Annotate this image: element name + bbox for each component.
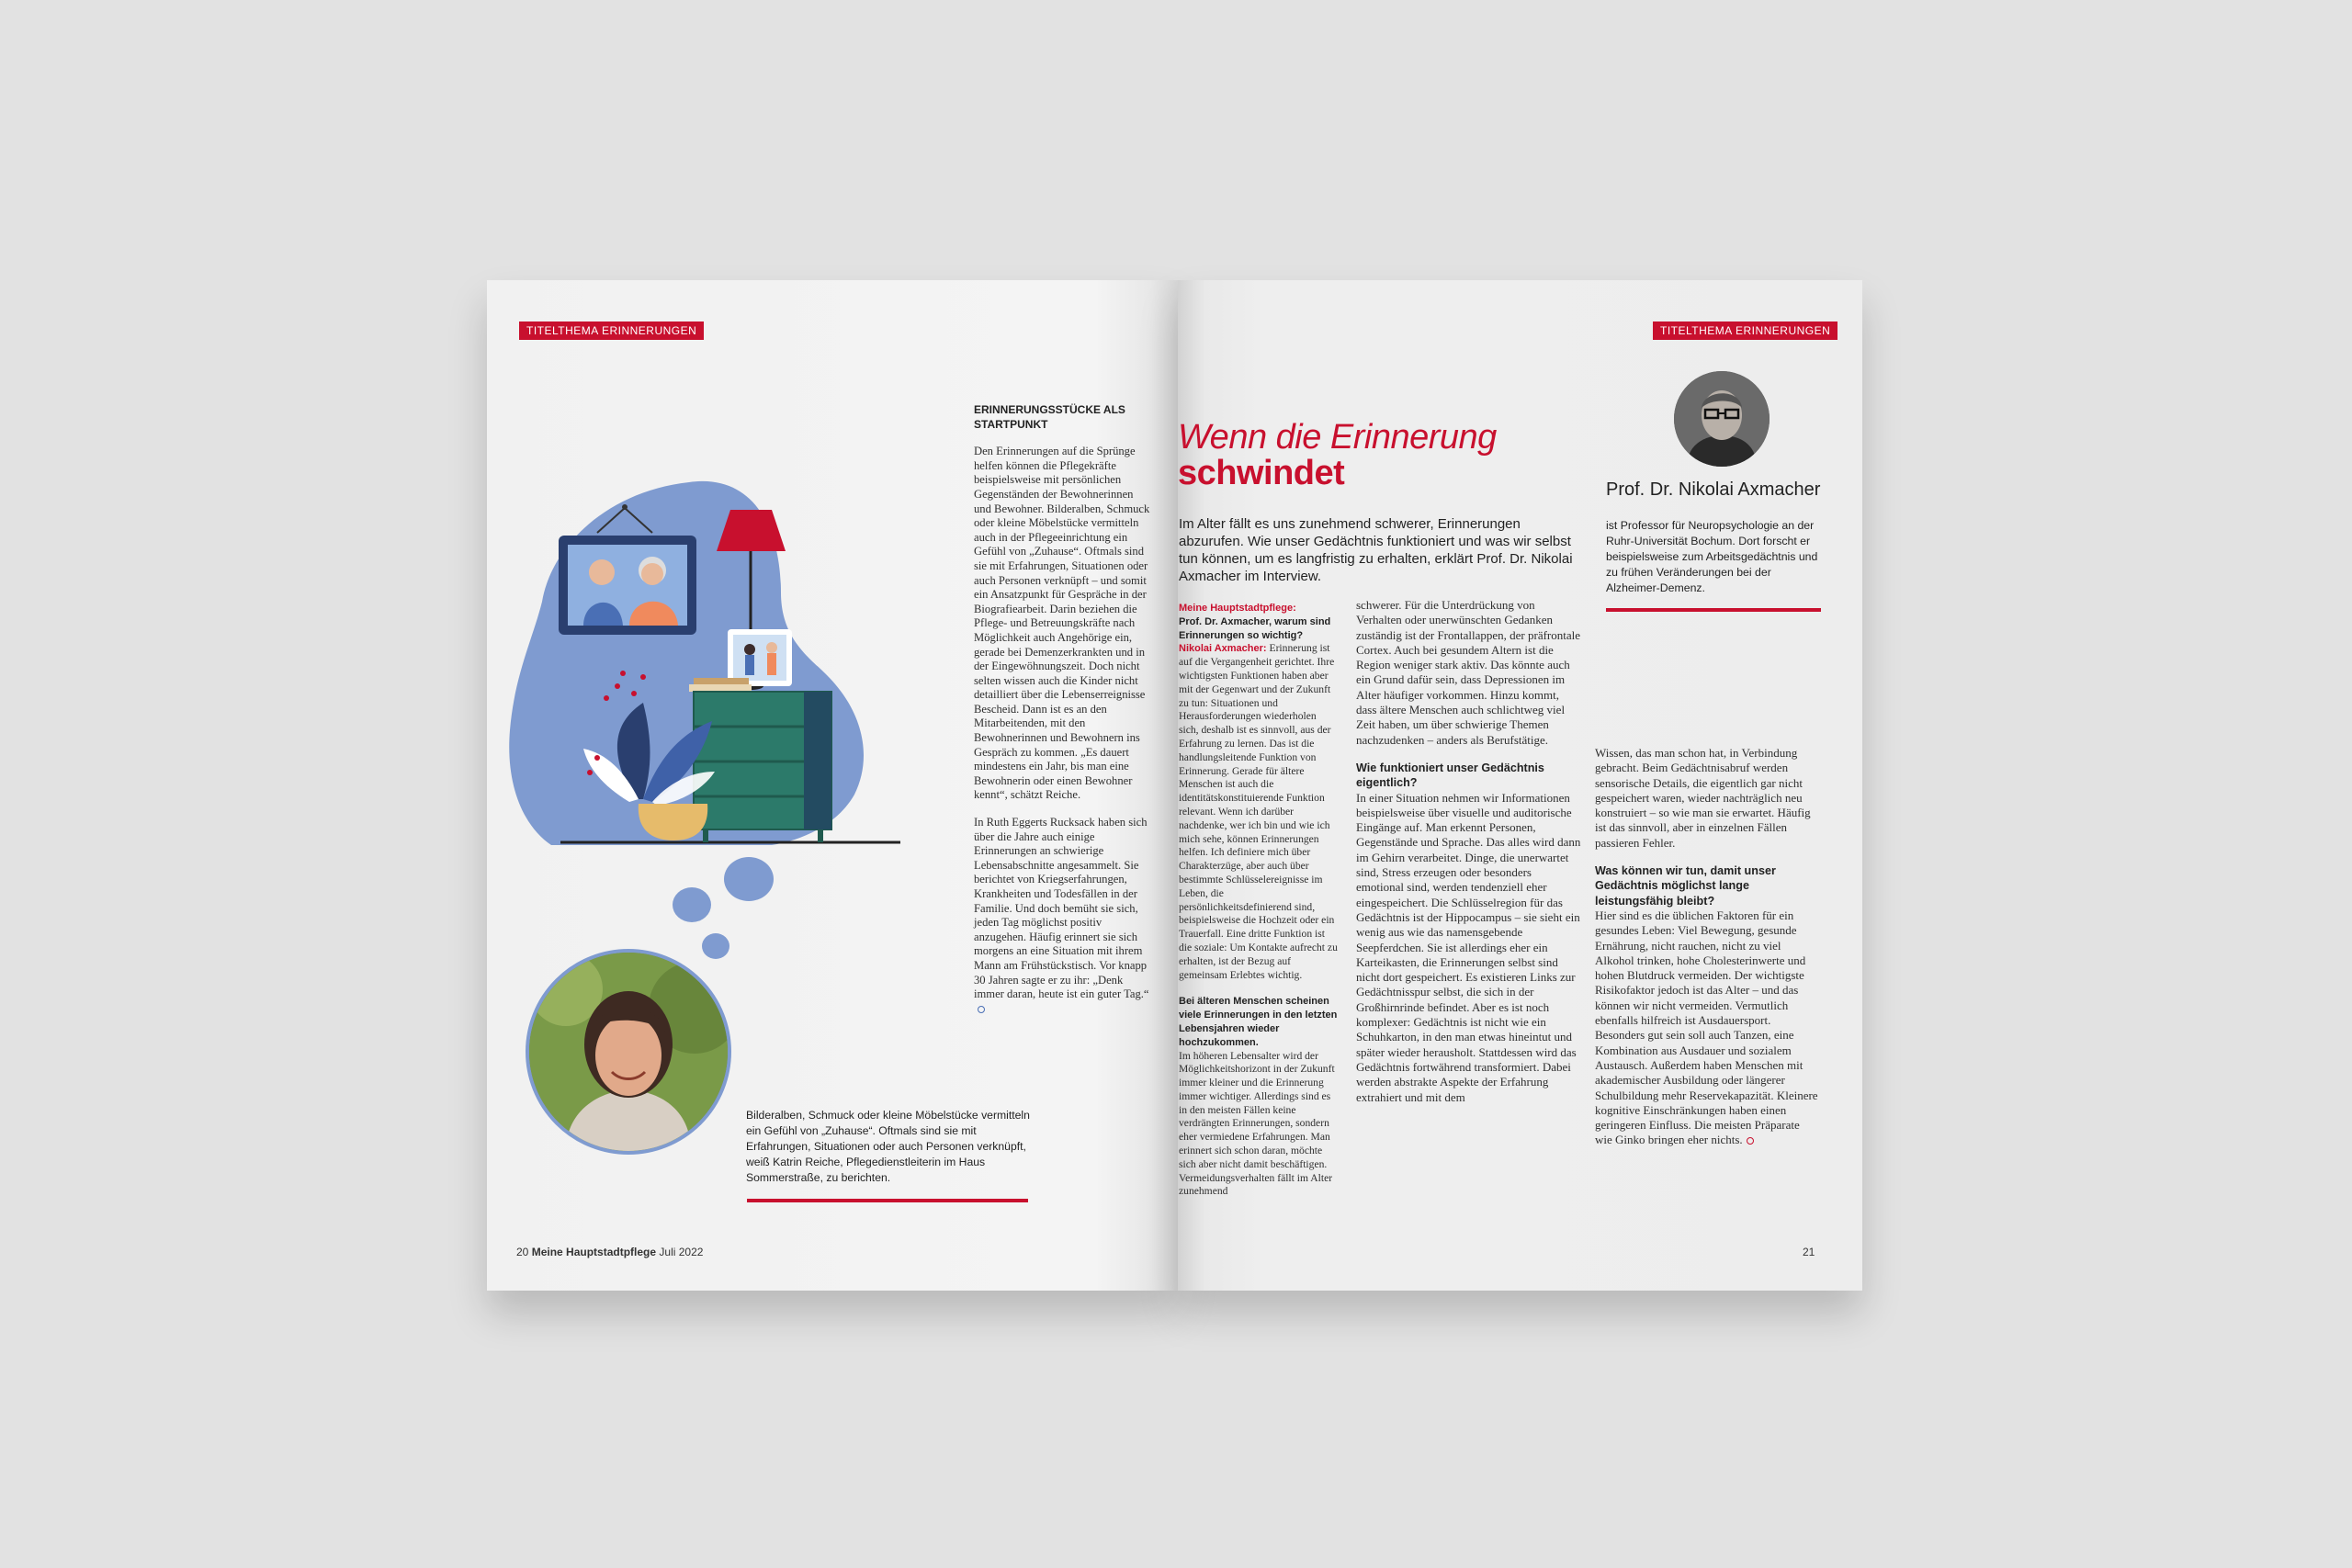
question-4: Was können wir tun, damit unser Gedächtnis möglichst lange leistungsfähig bleibt? [1595, 864, 1776, 908]
interview-column-1 [1179, 602, 1339, 1199]
headline-line-1: Wenn die Erinnerung [1178, 418, 1497, 457]
image-caption: Bilderalben, Schmuck oder kleine Möbelstücke vermitteln ein Gefühl von „Zuhause“. Oftmals sind sie mit Erfahrungen, Situationen oder auch Personen verknüpft, weiß Katrin Reiche, Pflegedienstleiterin im Haus Sommerstraße, zu berichten. [746, 1109, 1030, 1184]
label-professor: Nikolai Axmacher: [1179, 643, 1267, 655]
portrait-photo [526, 949, 731, 1155]
article-intro: Im Alter fällt es uns zunehmend schwerer, Erinnerungen abzurufen. Wie unser Gedächtnis funktioniert und was wir selbst tun können, um es langfristig zu erhalten, erklärt Prof. Dr. Nikolai Axmacher im Interview. [1179, 516, 1573, 584]
page-number-right: 21 [1803, 1246, 1815, 1258]
memories-illustration [505, 473, 900, 987]
magazine-name: Meine Hauptstadtpflege [531, 1246, 657, 1258]
end-mark-icon [1747, 1137, 1754, 1145]
left-paragraph-2: In Ruth Eggerts Rucksack haben sich über die Jahre auch einige Erinnerungen an schwierige Lebensabschnitte angesammelt. Sie berichtet von Kriegserfahrungen, Krankheiten und Todesfällen in der Familie. Und doch bemüht sie sich, jeden Tag möglichst positiv anzugehen. Häufig erinnert sie sich morgens an eine Situation mit ihrem Mann am Frühstückstisch. Vor knapp 30 Jahren sagte er zu ihr: „Denk immer daran, heute ist ein guter Tag.“ [974, 816, 1149, 1001]
professor-bio: ist Professor für Neuropsychologie an der Ruhr-Universität Bochum. Dort forscht er beispielsweise zum Arbeitsgedächtnis und zu frühen Veränderungen bei der Alzheimer-Demenz. [1606, 519, 1818, 594]
left-paragraph-1: Den Erinnerungen auf die Sprünge helfen können die Pflegekräfte beispielsweise mit persönlichen Gegenständen der Bewohnerinnen und Bewohner. Bilderalben, Schmuck oder kleine Möbelstücke vermitteln auch in der Pflegeeinrichtung ein Gefühl von „Zuhause“. Oftmals sind sie mit Erfahrungen, Situationen oder auch Personen verknüpft – und somit ein Ansatzpunkt für Gespräche in der Biografiearbeit. Darin beziehen die Pflege- und Betreuungskräfte nach Möglichkeit auch Angehörige ein, gerade bei Demenzerkrankten und in der Eingewöhnungszeit. Doch nicht selten wissen auch die Kinder nicht detailliert über die Lebenserreignisse Bescheid. Dann ist es an den Mitarbeitenden, mit den Bewohnerinnen und Bewohnern ins Gespräch zu kommen. „Es dauert mindestens ein Jahr, bis man eine Bewohnerin oder einen Bewohner kennt“, schätzt Reiche. [974, 445, 1150, 802]
column-3-paragraph-2: Hier sind es die üblichen Faktoren für ein gesundes Leben: Viel Bewegung, gesunde Ernährung, nicht rauchen, nicht zu viel Alkohol trinken, hohe Cholesterinwerte und hohen Blutdruck vermeiden. Der wichtigste Risikofaktor jedoch ist das Alter – und das können wir nicht vermeiden. Vermutlich ebenfalls hilfreich ist Ausdauersport. Besonders gut sein soll auch Tanzen, eine Kombination aus Ausdauer und sozialem Austausch. Außerdem haben Menschen mit akademischer Ausbildung oder längerer Schulbildung mehr Reservekapazität. Kleinere kognitive Einschränkungen haben einen geringeren Einfluss. Die meisten Präparate wie Ginko bringen eher nichts. [1595, 908, 1818, 1147]
caption-divider [747, 1199, 1028, 1202]
woman-portrait [529, 953, 728, 1151]
professor-portrait [1674, 371, 1770, 467]
page-number-left: 20 [516, 1246, 529, 1258]
question-3: Wie funktioniert unser Gedächtnis eigentlich? [1356, 761, 1544, 790]
headline-line-2: schwindet [1178, 454, 1345, 492]
interview-column-2 [1356, 598, 1582, 1105]
left-footer [516, 1246, 703, 1258]
issue-date: Juli 2022 [659, 1246, 704, 1258]
answer-1: Erinnerung ist auf die Vergangenheit gerichtet. Ihre wichtigsten Funktionen haben aber mit der Gegenwart und der Zukunft zu tun: Situationen und Herausforderungen wiederholen sich, deshalb ist es sinnvoll, aus der Erfahrung zu lernen. Das ist die handlungsleitende Funktion von Erinnerung. Gerade für ältere Menschen ist auch die identitätskonstituierende Funktion relevant. Wenn ich darüber nachdenke, wer ich bin und wie ich mich sehe, können Erinnerungen helfen. Ich definiere mich über Charakterzüge, aber auch über bestimmte Schlüsselereignisse im Leben, die persönlichkeitsdefinierend sind, beispielsweise die Hochzeit oder ein Trauerfall. Eine dritte Funktion ist die soziale: Um Kontakte aufrecht zu erhalten, ist der Bezug auf gemeinsam Erlebtes wichtig. [1179, 642, 1338, 981]
professor-name: Prof. Dr. Nikolai Axmacher [1606, 479, 1821, 500]
professor-avatar [1674, 371, 1770, 467]
section-tag-right: TITELTHEMA ERINNERUNGEN [1653, 321, 1838, 340]
column-3-paragraph-1: Wissen, das man schon hat, in Verbindung gebracht. Beim Gedächtnisabruf werden sensorische Details, die eigentlich gar nicht gespeichert waren, wieder nachträglich neu konstruiert – so wie man sie erwartet. Häufig ist das sinnvoll, aber in einzelnen Fällen passieren Fehler. [1595, 746, 1811, 850]
section-heading: ERINNERUNGSSTÜCKE ALS STARTPUNKT [974, 403, 1125, 431]
question-2: Bei älteren Menschen scheinen viele Erinnerungen in den letzten Lebensjahren wieder hochzukommen. [1179, 996, 1338, 1048]
bio-divider [1606, 608, 1821, 612]
column-2-paragraph-1: schwerer. Für die Unterdrückung von Verhalten oder unerwünschten Gedanken zuständig ist der Frontallappen, der präfrontale Cortex. Auch bei gesundem Altern ist die Region weniger stark aktiv. Das könnte auch ein Grund dafür sein, dass Depressionen im Alter häufiger vorkommen. Hinzu kommt, dass ältere Menschen auch schlichtweg viel Zeit haben, um über schwierige Themen nachzudenken – anders als Berufstätige. [1356, 598, 1581, 747]
end-mark-icon [978, 1006, 985, 1013]
left-article-column [974, 403, 1150, 1016]
answer-2: Im höheren Lebensalter wird der Möglichkeitshorizont in der Zukunft immer kleiner und die Erinnerung immer wichtiger. Allerdings sind es in den meisten Fällen keine verdrängten Erinnerungen, sondern eher vermiedene Erfahrungen. Man erinnert sich schon daran, möchte sich aber nicht damit beschäftigen. Vermeidungsverhalten fällt im Alter zunehmend [1179, 1049, 1335, 1198]
column-2-paragraph-2: In einer Situation nehmen wir Informationen beispielsweise über visuelle und auditorische Eingänge auf. Man erkennt Personen, Gegenstände und Sprache. Das alles wird dann im Gehirn verarbeitet. Dinge, die unerwartet sind, Stress erzeugen oder besonders emotional sind, werden tendenziell eher eingespeichert. Die Schlüsselregion für das Gedächtnis ist der Hippocampus – sie sieht ein wenig aus wie das namensgebende Seepferdchen. Sie ist allerdings eher ein Karteikasten, die Erinnerungen selbst sind nicht dort gespeichert. Es existieren Links zur Gedächtnisspur selbst, die sich in der Großhirnrinde befindet. Aber es ist noch komplexer: Gedächtnis ist nicht wie ein Schuhkarton, in den man etwas hineintut und später wieder herausholt. Stattdessen wird das Gedächtnis fortwährend transformiert. Dabei werden abstrakte Aspekte der Erfahrung extrahiert und mit dem [1356, 790, 1581, 1104]
question-1: Prof. Dr. Axmacher, warum sind Erinnerungen so wichtig? [1179, 615, 1331, 641]
interview-column-3 [1595, 746, 1819, 1148]
label-magazine: Meine Hauptstadtpflege: [1179, 603, 1296, 614]
section-tag-left: TITELTHEMA ERINNERUNGEN [519, 321, 704, 340]
article-headline [1178, 418, 1497, 493]
